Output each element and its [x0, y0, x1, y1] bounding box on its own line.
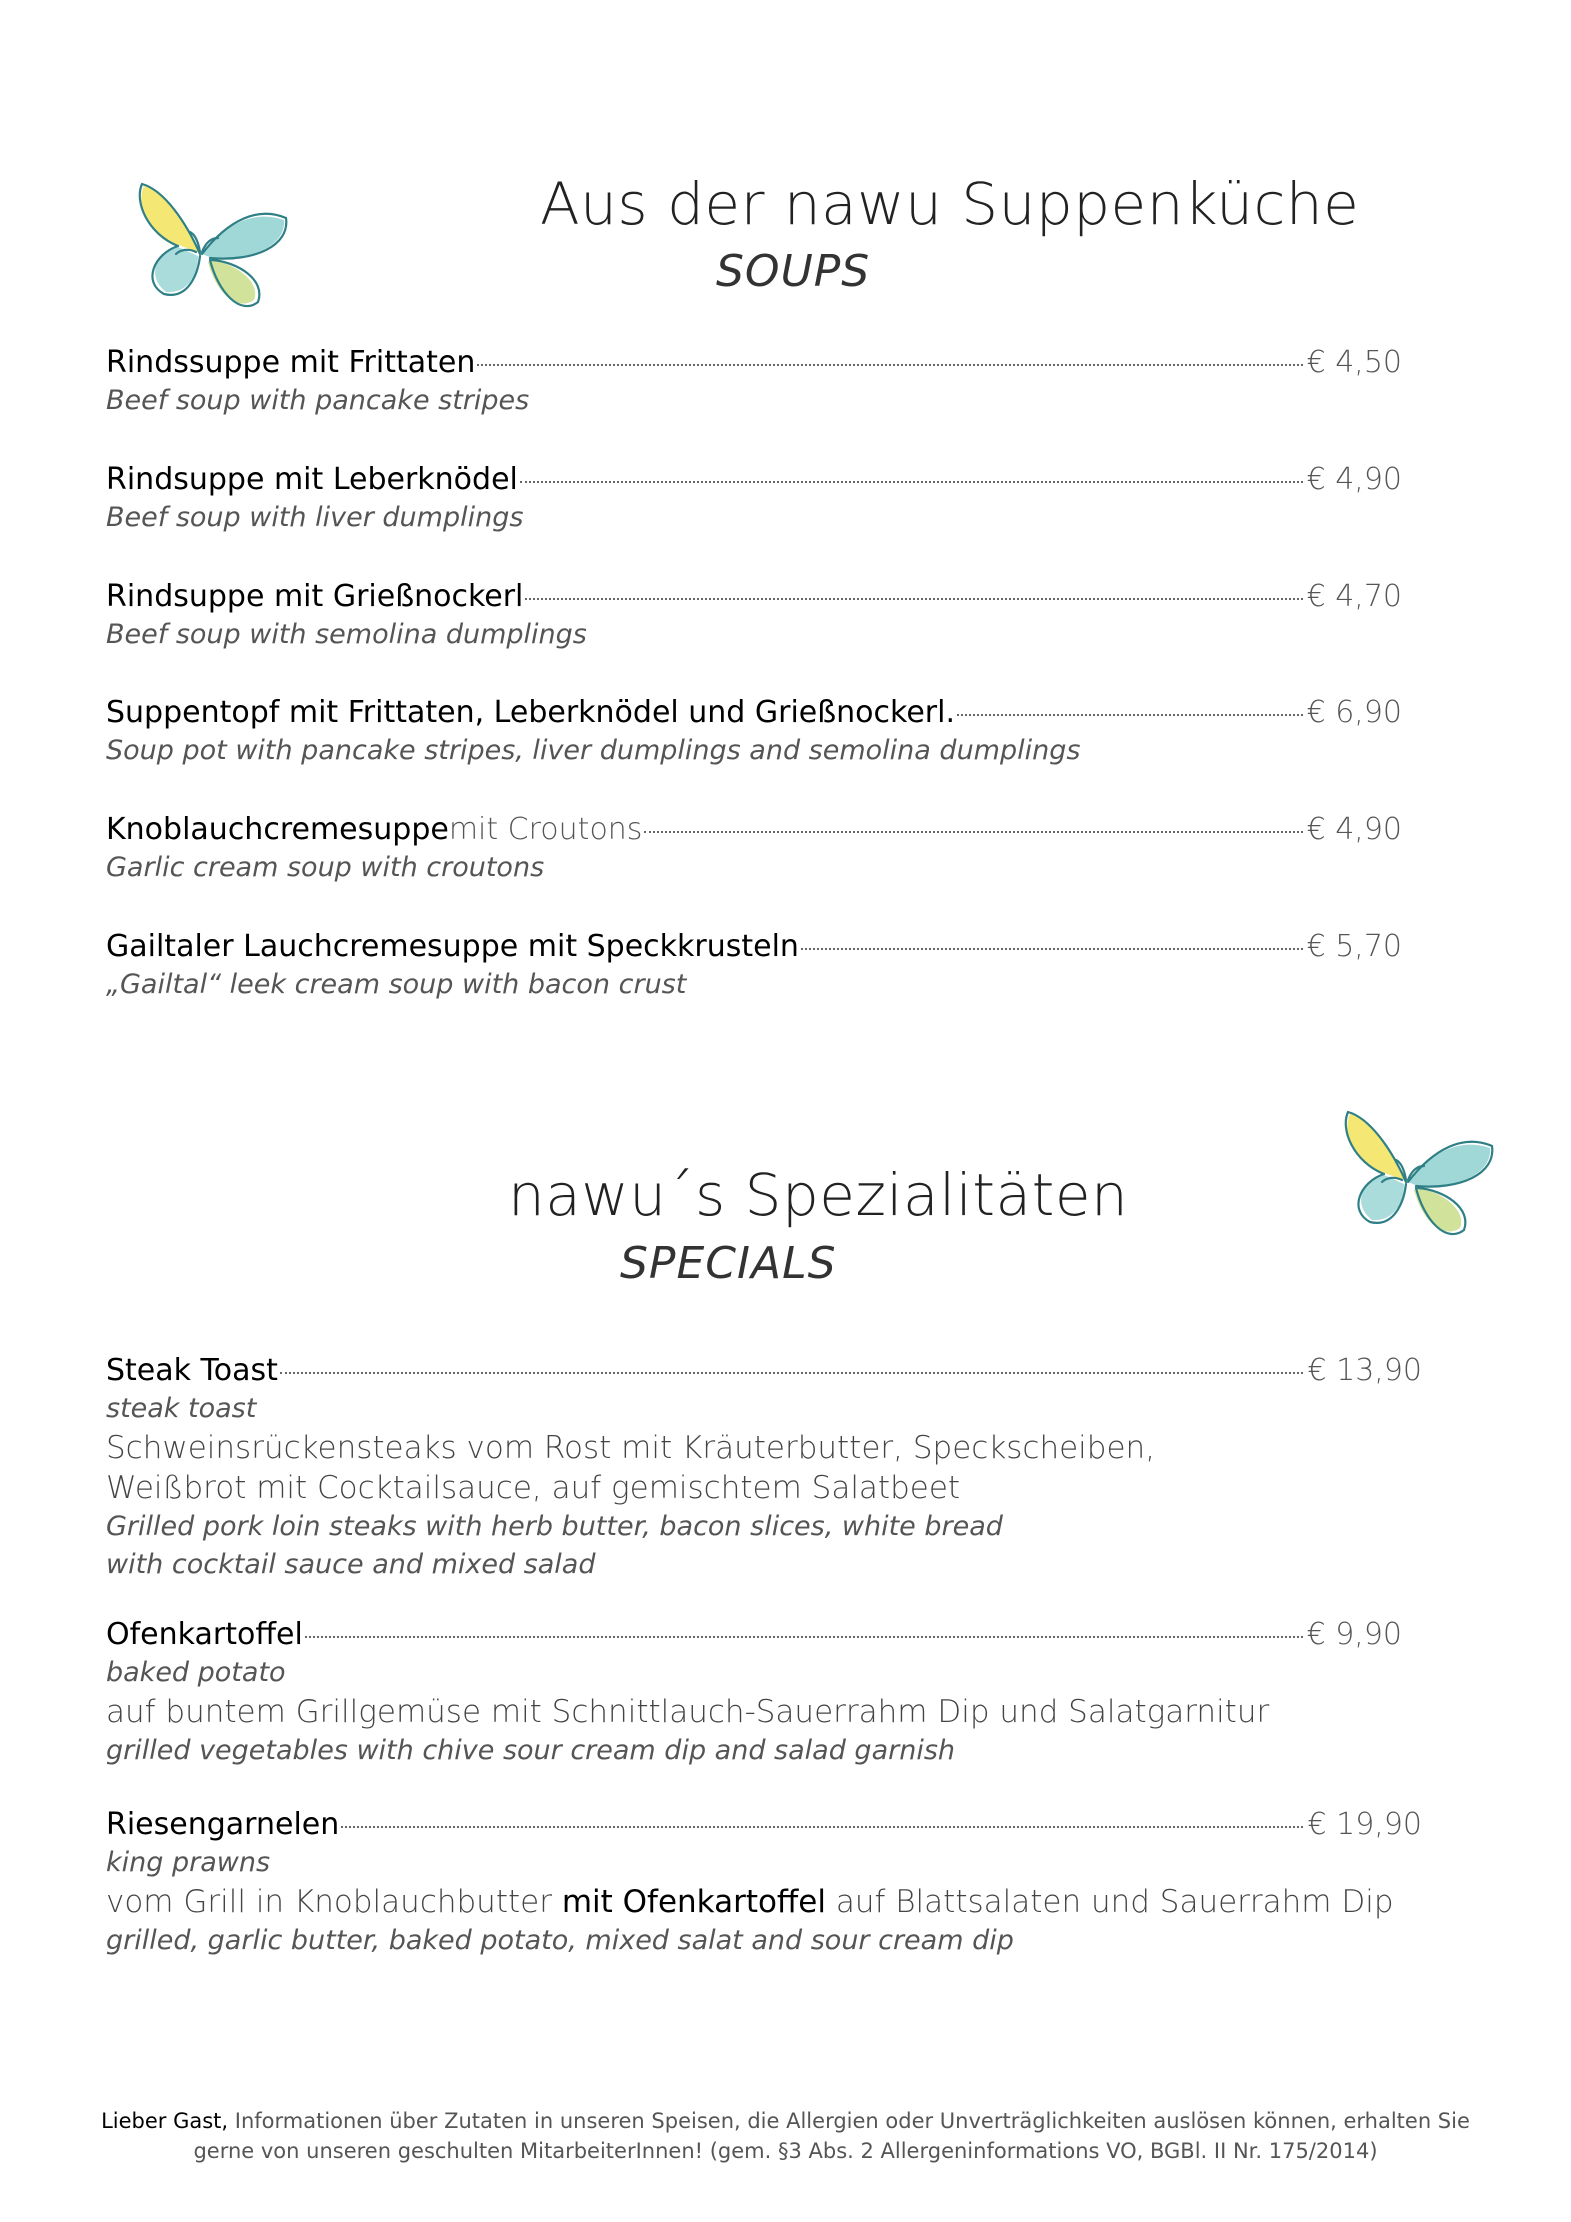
menu-item: [106, 461, 1402, 537]
item-name: Rindssuppe mit Frittaten: [106, 345, 476, 380]
item-translation: Soup pot with pancake stripes, liver dumplings and semolina dumplings: [106, 735, 1081, 766]
item-translation: Beef soup with semolina dumplings: [106, 619, 587, 650]
item-name: Ofenkartoffel: [106, 1617, 303, 1652]
footer-line: gerne von unseren geschulten MitarbeiterInnen! (gem. §3 Abs. 2 Allergeninformations VO, BGBl. II Nr. 175/2014): [193, 2139, 1378, 2163]
item-translation: Beef soup with pancake stripes: [106, 385, 530, 416]
item-price: € 4,70: [1306, 579, 1402, 614]
item-description: [106, 1882, 1422, 1922]
item-description: auf buntem Grillgemüse mit Schnittlauch-Sauerrahm Dip und Salatgarnitur: [106, 1694, 1270, 1730]
menu-item: [106, 578, 1402, 654]
item-translation: Garlic cream soup with croutons: [106, 852, 545, 883]
dot-leader: [644, 831, 1302, 833]
item-price: € 6,90: [1306, 695, 1402, 730]
item-price: € 5,70: [1306, 929, 1402, 964]
allergen-notice: [60, 2106, 1511, 2166]
menu-item: [106, 928, 1402, 1004]
dot-leader: [305, 1636, 1303, 1638]
footer-line: [60, 2106, 1511, 2136]
item-name: Steak Toast: [106, 1353, 278, 1388]
item-translation: king prawns: [106, 1847, 271, 1878]
item-name: Riesengarnelen: [106, 1807, 340, 1842]
dot-leader: [341, 1826, 1303, 1828]
menu-item: [106, 1616, 1402, 1770]
item-name-suffix: mit Croutons: [448, 812, 643, 847]
item-name: Rindsuppe mit Leberknödel: [106, 462, 518, 497]
item-name: Suppentopf mit Frittaten, Leberknödel und Grießnockerl.: [106, 695, 955, 730]
dot-leader: [280, 1372, 1304, 1374]
footer-lead: Lieber Gast,: [101, 2109, 229, 2133]
menu-item: [106, 694, 1402, 770]
item-price: € 4,90: [1306, 812, 1402, 847]
butterfly-icon: [1342, 1110, 1502, 1245]
desc-part: vom Grill in Knoblauchbutter: [106, 1884, 562, 1920]
soups-subtitle: SOUPS: [716, 246, 871, 297]
item-description-en: grilled vegetables with chive sour cream dip and salad garnish: [106, 1735, 956, 1766]
item-price: € 4,50: [1306, 345, 1402, 380]
desc-highlight: mit Ofenkartoffel: [561, 1884, 826, 1920]
specials-subtitle: SPECIALS: [620, 1238, 837, 1289]
item-name: Gailtaler Lauchcremesuppe mit Speckkrusteln: [106, 929, 799, 964]
menu-item: [106, 344, 1402, 420]
footer-text: Informationen über Zutaten in unseren Speisen, die Allergien oder Unverträglichkeiten auslösen können, erhalten Sie: [228, 2109, 1470, 2133]
dot-leader: [957, 714, 1303, 716]
item-price: € 9,90: [1306, 1617, 1402, 1652]
item-translation: Beef soup with liver dumplings: [106, 502, 524, 533]
dot-leader: [525, 598, 1302, 600]
dot-leader: [477, 364, 1302, 366]
menu-item: [106, 811, 1402, 887]
item-description-en: Grilled pork loin steaks with herb butter, bacon slices, white bread: [106, 1511, 1003, 1542]
menu-item: [106, 1352, 1422, 1584]
butterfly-icon: [136, 182, 296, 317]
dot-leader: [520, 481, 1303, 483]
specials-title: nawu´s Spezialitäten: [508, 1161, 1129, 1229]
item-translation: „Gailtal“ leek cream soup with bacon crust: [106, 969, 687, 1000]
item-name: Knoblauchcremesuppe: [106, 812, 449, 847]
soups-title: Aus der nawu Suppenküche: [540, 170, 1360, 238]
item-translation: steak toast: [106, 1393, 257, 1424]
item-translation: baked potato: [106, 1657, 286, 1688]
item-name: Rindsuppe mit Grießnockerl: [106, 579, 524, 614]
item-price: € 13,90: [1307, 1353, 1422, 1388]
item-description-en: grilled, garlic butter, baked potato, mixed salat and sour cream dip: [106, 1925, 1014, 1956]
item-description: Schweinsrückensteaks vom Rost mit Kräuterbutter, Speckscheiben,: [106, 1430, 1156, 1466]
desc-part: auf Blattsalaten und Sauerrahm Dip: [825, 1884, 1394, 1920]
item-price: € 19,90: [1307, 1807, 1422, 1842]
item-description: Weißbrot mit Cocktailsauce, auf gemischtem Salatbeet: [106, 1470, 961, 1506]
item-price: € 4,90: [1306, 462, 1402, 497]
menu-item: [106, 1806, 1422, 1960]
item-description-en: with cocktail sauce and mixed salad: [106, 1549, 596, 1580]
dot-leader: [801, 948, 1303, 950]
